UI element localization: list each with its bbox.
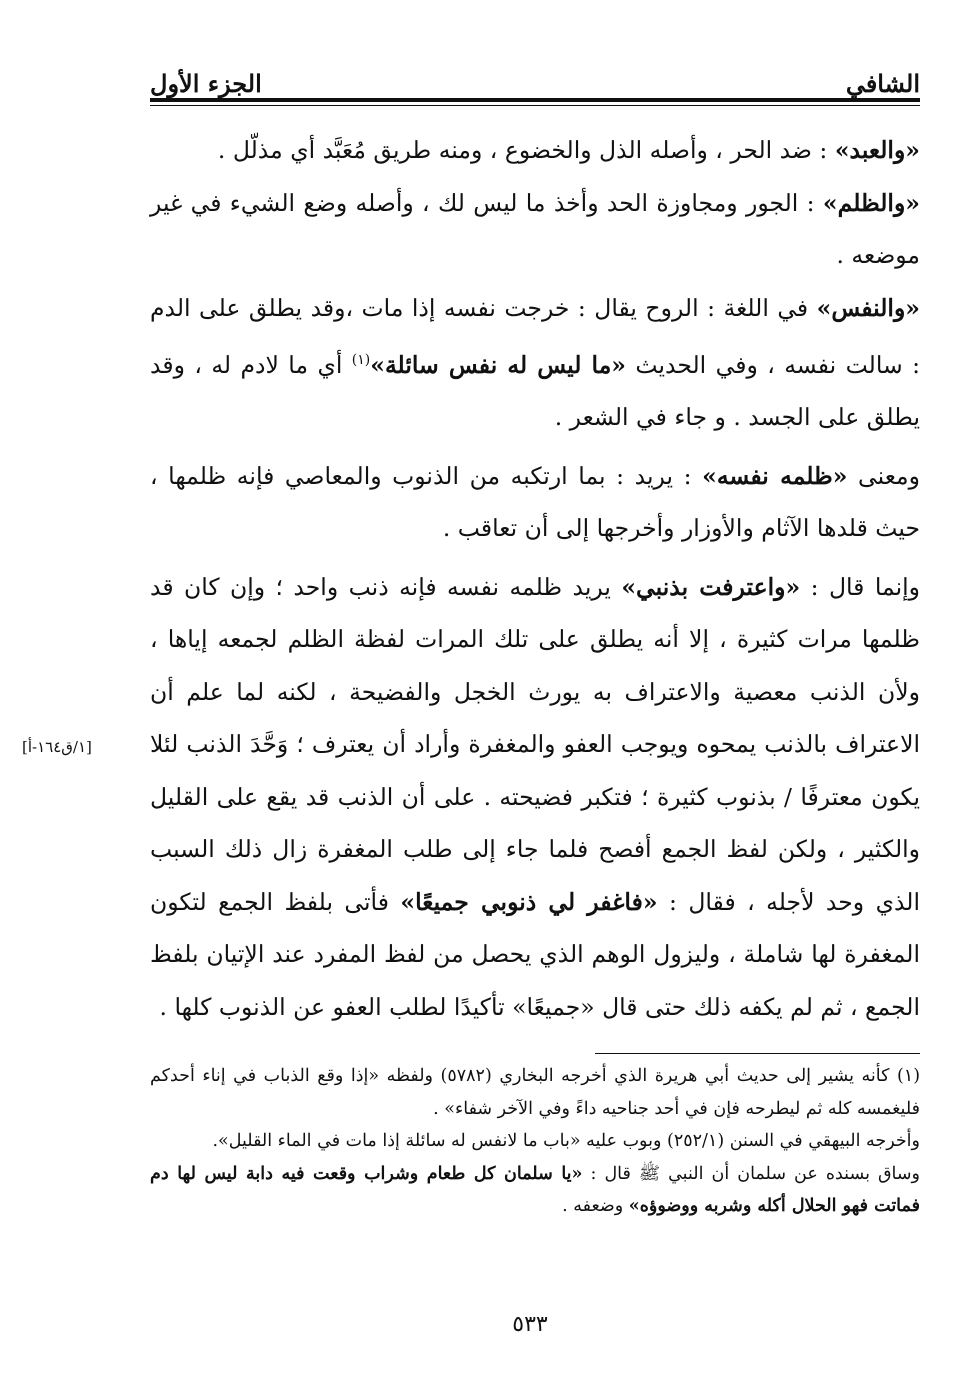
footnote-1: (١) كأنه يشير إلى حديث أبي هريرة الذي أخرجه البخاري (٥٧٨٢) ولفظه «إذا وقع الذباب في إناء أحدكم فليغمسه كله ثم ليطرحه فإن في أحد جناحيه داءً وفي الآخر شفاء» . [150,1066,921,1119]
term-zulmuhu-nafsahu: «ظلمه نفسه» [702,461,848,490]
volume-label: الجزء الأول [150,69,262,98]
header-rule [150,98,920,102]
book-title: الشافي [845,69,920,98]
term-zulm: «والظلم» [822,188,920,217]
paragraph-zulm: «والظلم» : الجور ومجاوزة الحد وأخذ ما ليس لك ، وأصله وضع الشيء في غير موضعه . [150,188,920,269]
page-number: ٥٣٣ [512,1312,548,1337]
manuscript-folio-marker: [١/ق١٦٤-أ] [22,738,92,756]
paragraph-itiraf: وإنما قال : «واعترفت بذنبي» يريد ظلمه نفسه فإنه ذنب واحد ؛ وإن كان قد ظلمها مرات كثيرة ، إلا أنه يطلق على تلك المرات لفظة الظلم لجمعه إياها ، ولأن الذنب معصية والاعتراف به يورث الخجل والفضيحة ، لكنه لما علم أن الاعتراف بالذنب يمحوه ويوجب العفو والمغفرة وأراد أن يعترف ؛ وَحَّدَ الذنب لئلا يكون معترفًا / بذنوب كثيرة ؛ فتكبر فضيحته . على أن الذنب قد يقع على القليل والكثير ، ولكن لفظ الجمع أفصح فلما جاء إلى طلب المغفرة زال ذلك السبب الذي وحد لأجله ، فقال : «فاغفر لي ذنوبي جميعًا» فأتى بلفظ الجمع لتكون المغفرة لها شاملة ، وليزول الوهم الذي يحصل من لفظ المفرد عند الإتيان بلفظ الجمع ، ثم لم يكفه ذلك حتى قال «جميعًا» تأكيدًا لطلب العفو عن الذنوب كلها . [150,572,920,1021]
footnote-1-cont-2: وساق بسنده عن سلمان أن النبي ﷺ قال : «يا سلمان كل طعام وشراب وقعت فيه دابة ليس لها دم فماتت فهو الحلال أكله وشربه ووضوؤه» وضعفه . [150,1163,921,1216]
term-itiraf: «واعترفت بذنبي» [621,572,801,601]
footnote-1-cont: وأخرجه البيهقي في السنن (٢٥٢/١) وبوب عليه «باب ما لانفس له سائلة إذا مات في الماء القليل». [212,1131,920,1151]
footnote-hadith: «يا سلمان كل طعام وشراب وقعت فيه دابة ليس لها دم فماتت فهو الحلال أكله وشربه ووضوؤه» [150,1163,920,1216]
footnote-separator [595,1053,920,1054]
main-text [150,124,920,1033]
running-header [150,58,920,98]
term-abd: «والعبد» [834,136,920,164]
term-ighfir: «فاغفر لي ذنوبي جميعًا» [400,887,658,916]
hadith-quote: «ما ليس له نفس سائلة» [370,350,626,379]
paragraph-abd: «والعبد» : ضد الحر ، وأصله الذل والخضوع ، ومنه طريق مُعَبَّد أي مذلّل . [217,136,920,164]
paragraph-zulmuhu: ومعنى «ظلمه نفسه» : يريد : بما ارتكبه من الذنوب والمعاصي فإنه ظلمها ، حيث قلدها الآثام والأوزار وأخرجها إلى أن تعاقب . [150,461,920,543]
footnotes [150,1060,920,1223]
footnote-ref: (١) [351,352,371,368]
header-rule-thin [150,105,920,106]
term-nafs: «والنفس» [816,293,920,322]
paragraph-nafs: «والنفس» في اللغة : الروح يقال : خرجت نفسه إذا مات ،وقد يطلق على الدم : سالت نفسه ، وفي الحديث «ما ليس له نفس سائلة»$^{(١)}$ أي ما لادم له ، وقد يطلق على الجسد . و جاء في الشعر . [150,293,920,432]
